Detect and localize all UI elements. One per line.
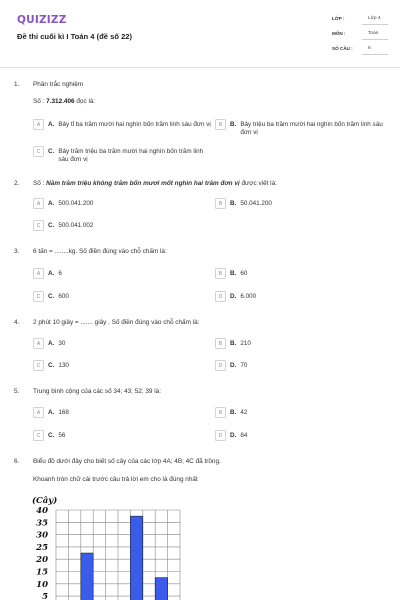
question-text <box>33 180 277 187</box>
option-text: 210 <box>240 340 251 347</box>
option-box: A <box>33 268 44 279</box>
option-text: 500.041.002 <box>58 222 94 229</box>
option-box: B <box>215 268 226 279</box>
option-d[interactable] <box>215 360 395 371</box>
question-text <box>33 98 95 105</box>
header <box>0 0 400 62</box>
meta-row-grade <box>332 12 388 27</box>
question-number: 2. <box>14 180 20 187</box>
option-text: 6 <box>58 270 62 277</box>
option-letter: B. <box>230 409 237 416</box>
option-b[interactable] <box>215 268 395 279</box>
y-tick-label: 20 <box>36 555 48 566</box>
option-a[interactable] <box>33 407 213 418</box>
meta-label-count: SỐ CÂU : <box>332 46 353 51</box>
y-tick-label: 35 <box>36 518 48 529</box>
option-box: C <box>33 146 44 157</box>
option-letter: C. <box>48 432 55 439</box>
meta-row-subject <box>332 27 388 42</box>
option-box: D <box>215 360 226 371</box>
document-title: Đề thi cuối kì I Toán 4 (đề số 22) <box>17 32 133 41</box>
option-box: D <box>215 430 226 441</box>
option-text: 70 <box>240 362 248 369</box>
option-a[interactable] <box>33 338 213 349</box>
option-text: 56 <box>58 432 66 439</box>
option-letter: A. <box>48 340 55 347</box>
bar <box>81 553 93 600</box>
option-b[interactable] <box>215 198 395 209</box>
option-box: A <box>33 407 44 418</box>
option-text: 130 <box>58 362 69 369</box>
meta-value-count: 6 <box>362 44 388 55</box>
option-letter: A. <box>48 121 55 128</box>
option-a[interactable] <box>33 119 213 130</box>
meta-label-subject: MÔN : <box>332 31 346 36</box>
bar <box>130 516 142 600</box>
option-letter: A. <box>48 200 55 207</box>
option-b[interactable] <box>215 407 395 418</box>
option-d[interactable] <box>215 291 395 302</box>
prompt-suffix: đọc là: <box>74 98 96 105</box>
y-tick-label: 10 <box>36 579 48 590</box>
option-letter: B. <box>230 340 237 347</box>
option-letter: C. <box>48 222 55 229</box>
option-box: A <box>33 338 44 349</box>
option-letter: B. <box>230 121 237 128</box>
question-text: 2 phút 10 giây = ....... giây . Số điền đúng vào chỗ chấm là: <box>33 319 200 326</box>
prompt-prefix: Số : <box>33 98 47 105</box>
option-letter: B. <box>230 200 237 207</box>
y-tick-label: 15 <box>36 567 48 578</box>
option-text: 60 <box>240 270 248 277</box>
option-c[interactable] <box>33 360 213 371</box>
option-text: Bảy trăm triệu ba trăm mười hai nghìn bốn trăm linh sáu đơn vị <box>58 148 204 164</box>
option-text: 30 <box>58 340 66 347</box>
option-c[interactable] <box>33 220 213 231</box>
option-b[interactable] <box>215 338 395 349</box>
y-tick-label: 25 <box>36 542 48 553</box>
option-box: C <box>33 430 44 441</box>
option-letter: A. <box>48 270 55 277</box>
option-letter: D. <box>230 432 237 439</box>
quizizz-logo: QUIZIZZ <box>17 14 67 26</box>
option-text: 500.041.200 <box>58 200 94 207</box>
y-tick-label: 40 <box>36 506 48 516</box>
option-text: Bảy tỉ ba trăm mười hai nghìn bốn trăm linh sáu đơn vị <box>58 121 211 128</box>
option-d[interactable] <box>215 430 395 441</box>
question-number: 3. <box>14 248 20 255</box>
meta-value-grade: Lớp 4 <box>362 14 388 25</box>
option-text: 50.041.200 <box>240 200 272 207</box>
option-text: 168 <box>58 409 69 416</box>
meta-table <box>332 12 388 57</box>
y-tick-label: 30 <box>36 530 48 541</box>
prompt-prefix: Số : <box>33 180 47 187</box>
option-c[interactable] <box>33 146 213 165</box>
header-divider <box>0 67 400 68</box>
option-letter: B. <box>230 270 237 277</box>
prompt-suffix: được viết là: <box>239 180 277 187</box>
option-box: B <box>215 338 226 349</box>
question-text: 6 tấn = ........kg. Số điền đúng vào chỗ chấm là: <box>33 248 167 255</box>
option-box: C <box>33 291 44 302</box>
meta-row-count <box>332 42 388 57</box>
option-text: 84 <box>240 432 248 439</box>
option-text: 42 <box>240 409 248 416</box>
option-letter: D. <box>230 362 237 369</box>
question-number: 4. <box>14 319 20 326</box>
option-box: D <box>215 291 226 302</box>
option-letter: C. <box>48 293 55 300</box>
bar <box>155 578 167 600</box>
option-box: B <box>215 119 226 130</box>
question-number: 5. <box>14 388 20 395</box>
option-b[interactable] <box>215 119 395 138</box>
y-axis-label: (Cây) <box>32 496 58 506</box>
option-box: A <box>33 119 44 130</box>
number-value: 7.312.406 <box>46 98 75 105</box>
y-tick-label: 5 <box>42 592 48 600</box>
question-text: Trung bình cộng của các số 34; 43; 52; 39 là: <box>33 388 162 395</box>
section-heading: Phần trắc nghiệm <box>33 81 84 88</box>
option-a[interactable] <box>33 268 213 279</box>
option-box: B <box>215 407 226 418</box>
option-letter: C. <box>48 148 55 155</box>
option-box: C <box>33 360 44 371</box>
option-text: 6.000 <box>240 293 257 300</box>
meta-value-subject: Toán <box>362 29 388 40</box>
option-box: C <box>33 220 44 231</box>
question-number: 6. <box>14 458 20 465</box>
option-letter: D. <box>230 293 237 300</box>
tree-count-chart <box>30 492 190 600</box>
option-letter: C. <box>48 362 55 369</box>
emphasized-text: Năm trăm triệu không trăm bốn mươi mốt nghìn hai trăm đơn vị <box>46 180 240 187</box>
option-c[interactable] <box>33 291 213 302</box>
question-number: 1. <box>14 81 20 88</box>
question-instruction: Khoanh tròn chữ cái trước câu trả lời em cho là đúng nhất <box>33 476 198 483</box>
option-text: Bảy triệu ba trăm mười hai nghìn bốn trăm linh sáu đơn vị <box>240 121 383 137</box>
option-box: B <box>215 198 226 209</box>
option-text: 600 <box>58 293 69 300</box>
option-box: A <box>33 198 44 209</box>
bar-chart-svg <box>30 492 190 600</box>
option-a[interactable] <box>33 198 213 209</box>
option-letter: A. <box>48 409 55 416</box>
question-text: Biểu đồ dưới đây cho biết số cây của các lớp 4A; 4B; 4C đã trồng. <box>33 458 221 465</box>
meta-label-grade: LỚP : <box>332 16 345 21</box>
option-c[interactable] <box>33 430 213 441</box>
